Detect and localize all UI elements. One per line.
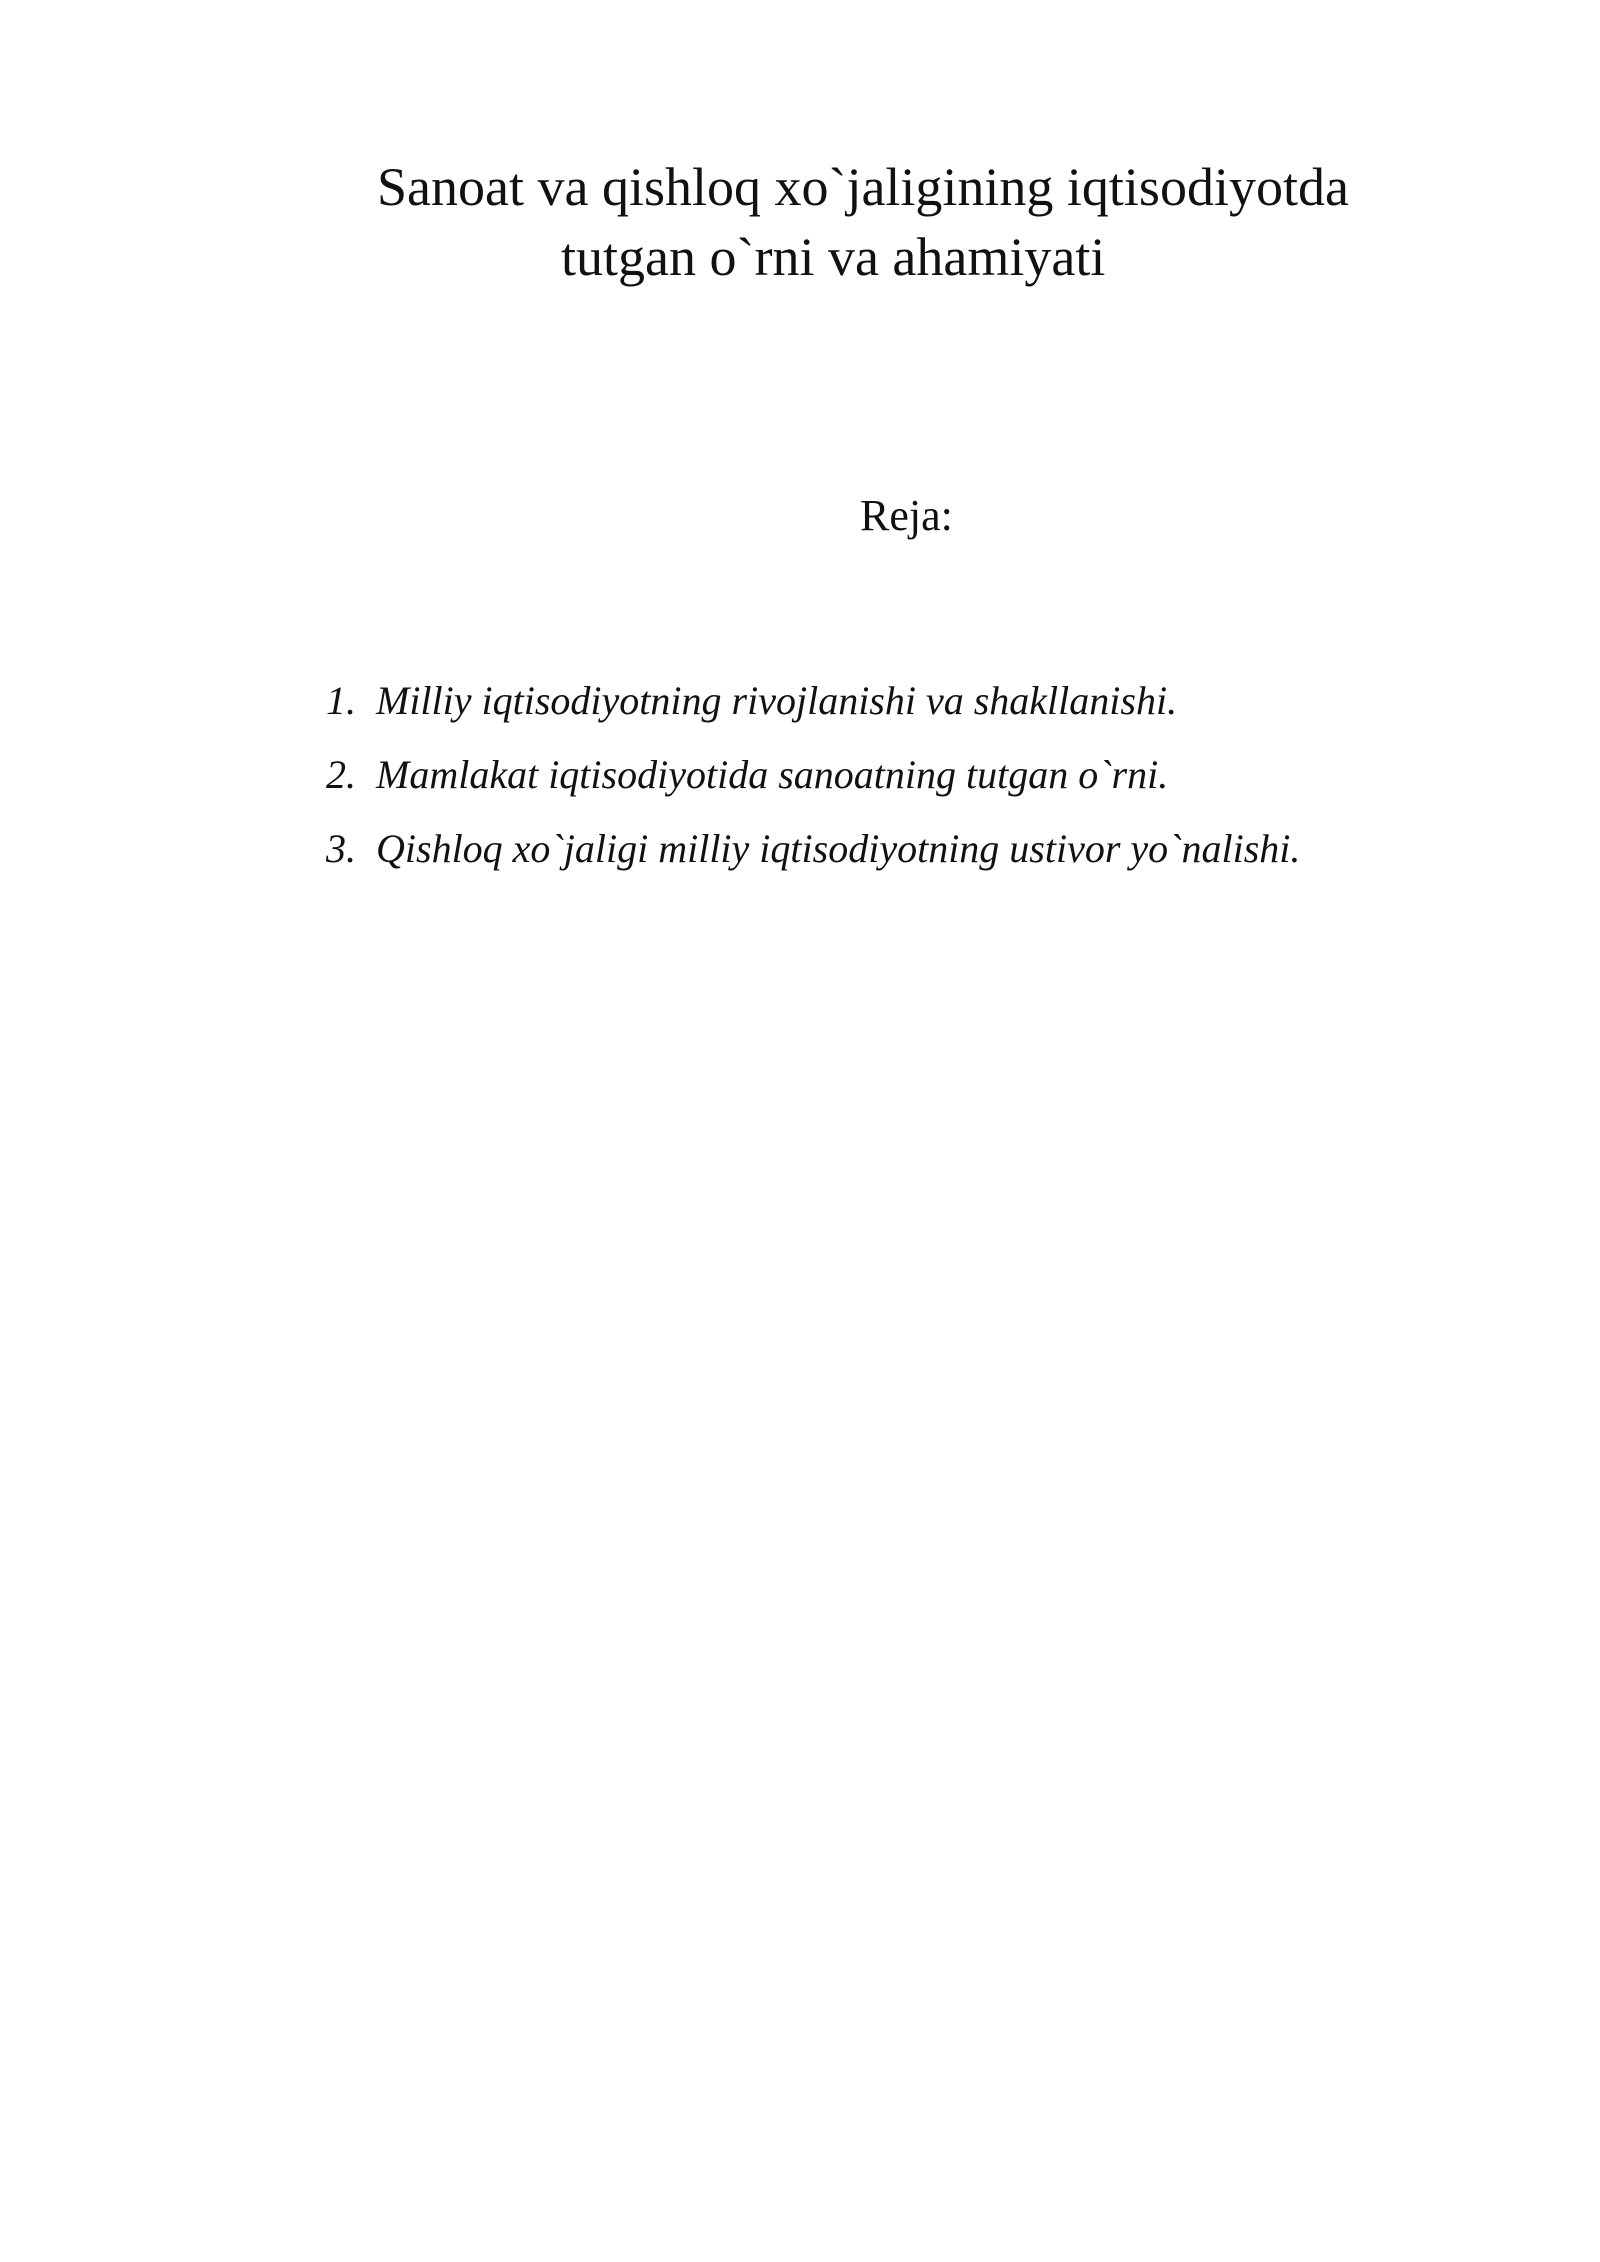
- list-item-text: Qishloq xo`jaligi milliy iqtisodiyotning ustivor yo`nalishi.: [376, 826, 1301, 871]
- document-title-line: Sanoat va qishloq xo`jaligining iqtisodiyotda: [377, 157, 1349, 217]
- list-item-number: 3.: [326, 826, 356, 871]
- plan-list: [0, 664, 1600, 886]
- list-item-number: 2.: [326, 752, 356, 797]
- list-item-text: Mamlakat iqtisodiyotida sanoatning tutgan o`rni.: [376, 752, 1169, 797]
- list-item: [0, 812, 1600, 886]
- document-title-line: tutgan o`rni va ahamiyati: [561, 227, 1106, 287]
- plan-heading: Reja:: [860, 491, 953, 540]
- list-item-text: Milliy iqtisodiyotning rivojlanishi va shakllanishi.: [376, 678, 1178, 723]
- list-item: [0, 664, 1600, 738]
- list-item-number: 1.: [326, 678, 356, 723]
- list-item: [0, 738, 1600, 812]
